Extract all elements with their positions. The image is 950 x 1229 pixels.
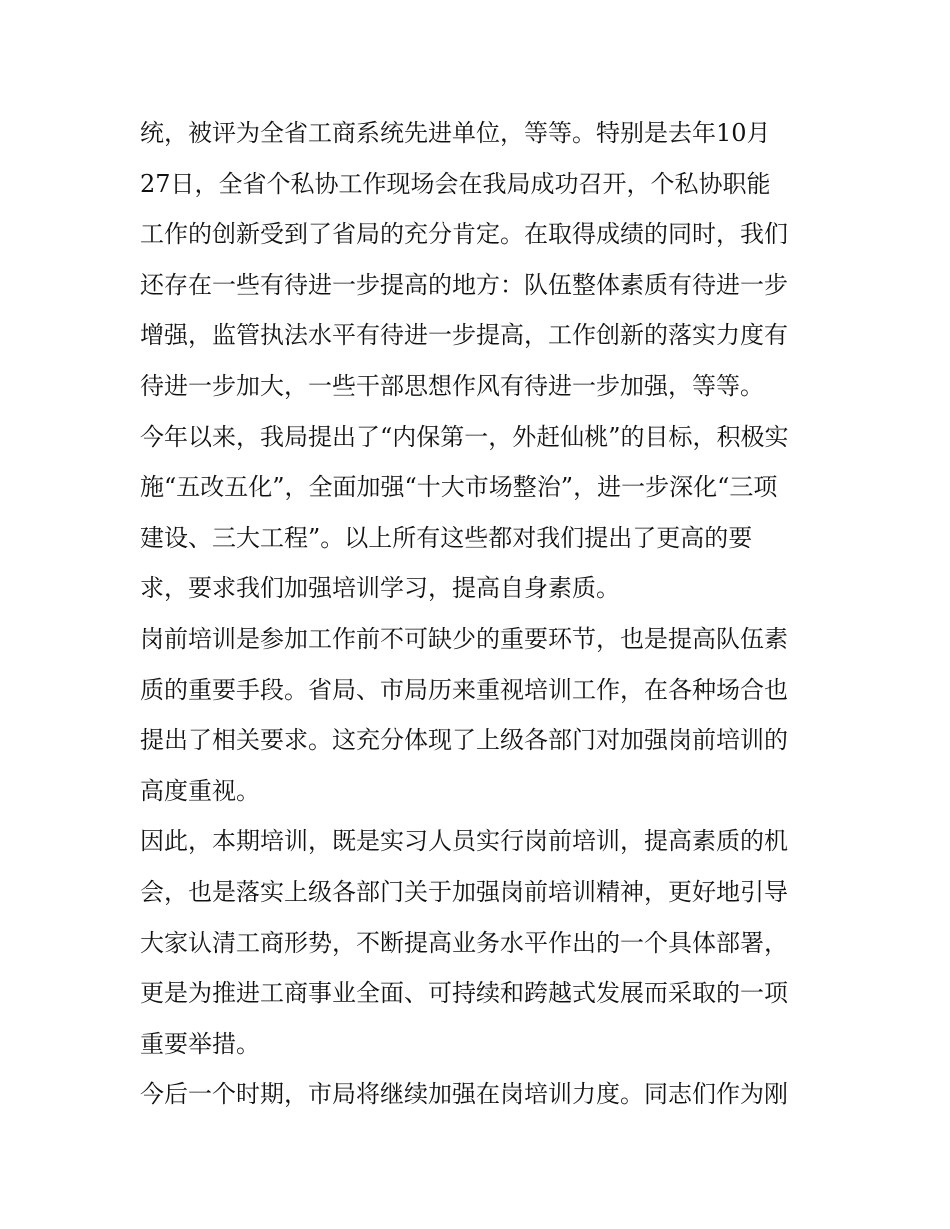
text-line: 大家认清工商形势，不断提高业务水平作出的一个具体部署， [140,928,788,957]
text-line: 更是为推进工商事业全面、可持续和跨越式发展而采取的一项 [140,979,788,1008]
body-text [140,108,820,1120]
text-line: 27日，全省个私协工作现场会在我局成功召开，个私协职能 [140,169,771,198]
text-line: 还存在一些有待进一步提高的地方：队伍整体素质有待进一步 [140,270,788,299]
text-line: 今后一个时期，市局将继续加强在岗培训力度。同志们作为刚 [140,1080,788,1109]
text-line: 工作的创新受到了省局的充分肯定。在取得成绩的同时，我们 [140,220,788,249]
text-line: 待进一步加大，一些干部思想作风有待进一步加强，等等。 [140,371,764,400]
text-line: 施“五改五化”，全面加强“十大市场整治”，进一步深化“三项 [140,473,778,502]
text-line: 提出了相关要求。这充分体现了上级各部门对加强岗前培训的 [140,726,788,755]
text-line: 质的重要手段。省局、市局历来重视培训工作，在各种场合也 [140,675,788,704]
text-line: 高度重视。 [140,776,260,805]
text-line: 统，被评为全省工商系统先进单位，等等。特别是去年10月 [140,119,771,147]
text-line: 重要举措。 [140,1029,260,1058]
text-line: 会，也是落实上级各部门关于加强岗前培训精神，更好地引导 [140,877,788,906]
text-line: 建设、三大工程”。以上所有这些都对我们提出了更高的要 [140,523,753,552]
text-line: 因此，本期培训，既是实习人员实行岗前培训，提高素质的机 [140,827,788,856]
text-line: 增强，监管执法水平有待进一步提高，工作创新的落实力度有 [140,321,788,350]
text-line: 求，要求我们加强培训学习，提高自身素质。 [140,574,620,603]
text-line: 今年以来，我局提出了“内保第一，外赶仙桃”的目标，积极实 [140,422,789,451]
text-line: 岗前培训是参加工作前不可缺少的重要环节，也是提高队伍素 [140,624,788,653]
